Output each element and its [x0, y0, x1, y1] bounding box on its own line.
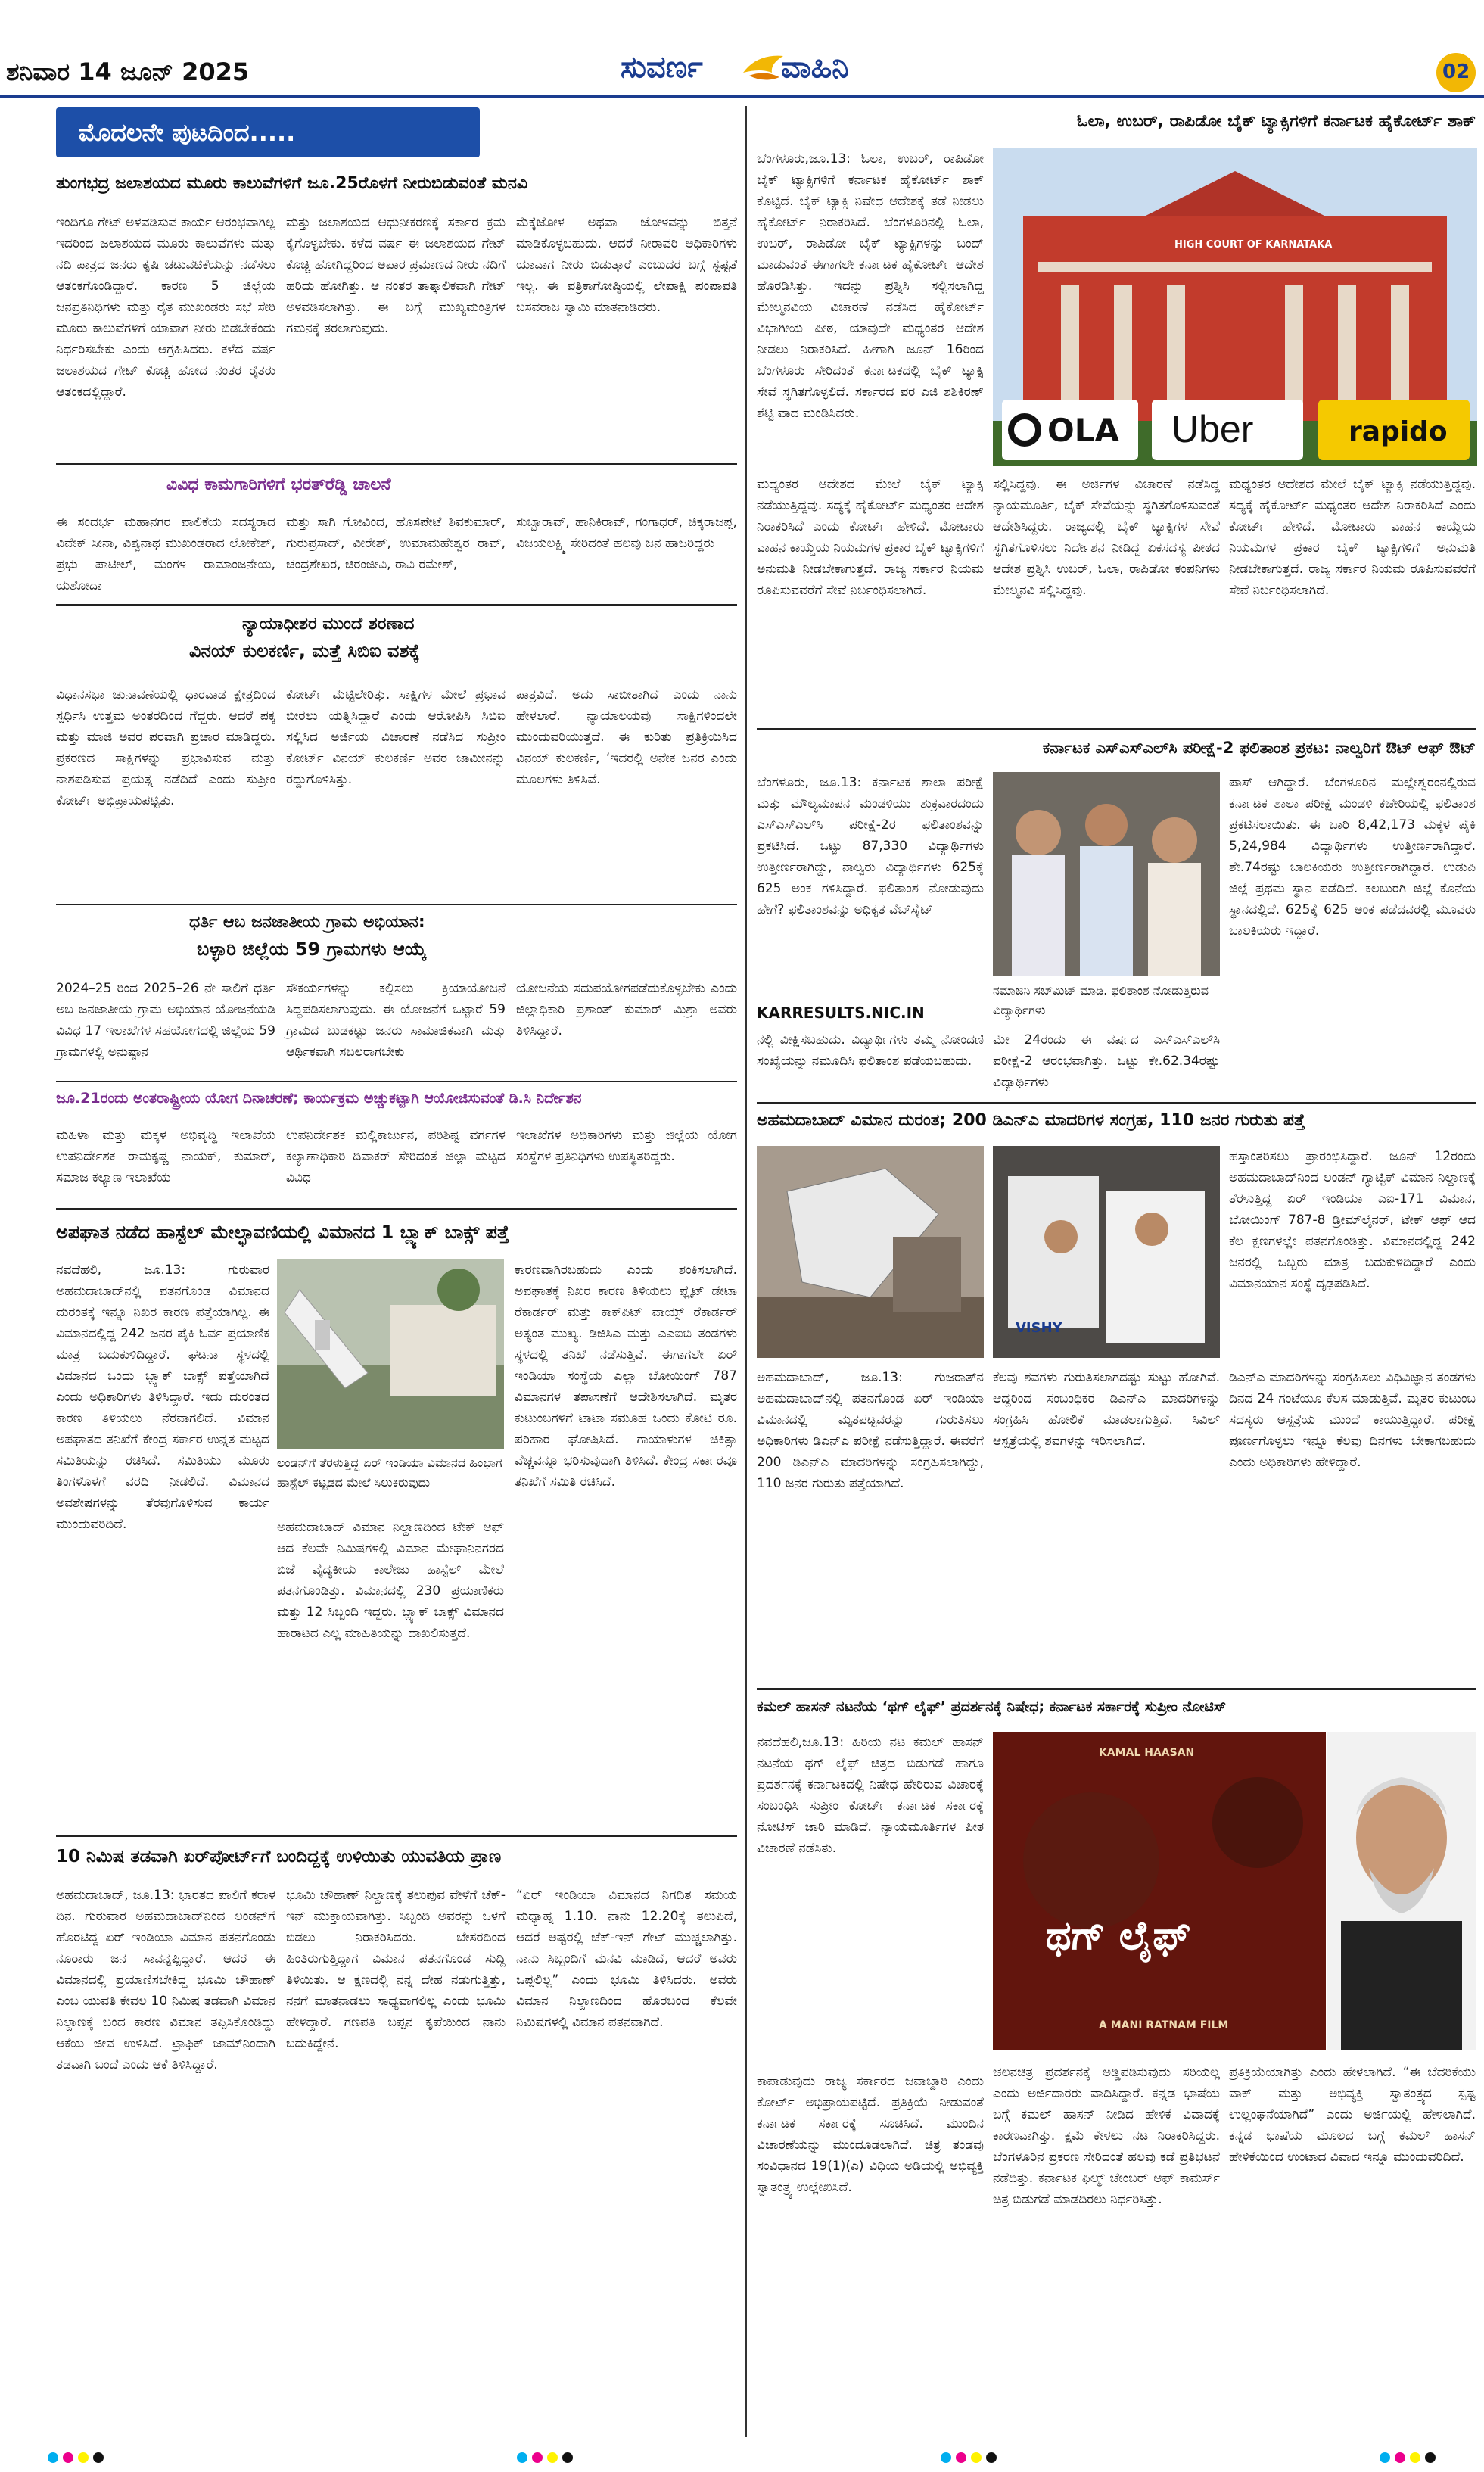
sslc-col-2b: ಮೇ 24ರಂದು ಈ ವರ್ಷದ ಎಸ್‌ಎಸ್‌ಎಲ್‌ಸಿ ಪರೀಕ್ಷೆ-2 ಆರಂಭವಾಗಿತ್ತು. ಒಟ್ಟು ಕೇ.62.34ರಷ್ಟು ವಿದ್ಯಾರ್ಥಿಗಳು	[993, 1032, 1224, 1090]
brand-logo	[621, 50, 870, 91]
ola-headline: ಓಲಾ, ಉಬರ್, ರಾಪಿಡೋ ಬೈಕ್ ಟ್ಯಾಕ್ಸಿಗಳಿಗೆ ಕರ್ನಾಟಕ ಹೈಕೋರ್ಟ್ ಶಾಕ್	[1076, 112, 1476, 131]
sslc-headline: ಕರ್ನಾಟಕ ಎಸ್‌ಎಸ್‌ಎಲ್‌ಸಿ ಪರೀಕ್ಷೆ-2 ಫಲಿತಾಂಶ ಪ್ರಕಟ: ನಾಲ್ವರಿಗೆ ಔಟ್ ಆಫ್ ಔಟ್	[1042, 739, 1476, 757]
ola-col-b: ಮಧ್ಯಂತರ ಆದೇಶದ ಮೇಲೆ ಬೈಕ್ ಟ್ಯಾಕ್ಸಿ ನಡೆಯುತ್ತಿದ್ದವು. ಸದ್ಯಕ್ಕೆ ಹೈಕೋರ್ಟ್ ಮಧ್ಯಂತರ ಆದೇಶ ನಿರಾಕರಿಸಿದೆ ಎಂದು ಕೋರ್ಟ್ ಹೇಳಿದೆ. ಮೋಟಾರು ವಾಹನ ಕಾಯ್ದೆಯ ನಿಯಮಗಳ ಪ್ರಕಾರ ಬೈಕ್ ಟ್ಯಾಕ್ಸಿಗಳಿಗೆ ಅನುಮತಿ ನೀಡಬೇಕಾಗುತ್ತದೆ. ರಾಜ್ಯ ಸರ್ಕಾರ ನಿಯಮ ರೂಪಿಸುವವರೆಗೆ ಸೇವೆ ನಿರ್ಬಂಧಿಸಲಾಗಿದೆ.	[757, 477, 988, 598]
divider	[56, 463, 737, 465]
tenmin-col-2: ಭೂಮಿ ಚೌಹಾಣ್ ನಿಲ್ದಾಣಕ್ಕೆ ತಲುಪುವ ವೇಳೆಗೆ ಚೆಕ್-ಇನ್ ಮುಕ್ತಾಯವಾಗಿತ್ತು. ಸಿಬ್ಬಂದಿ ಅವರನ್ನು ಒಳಗೆ ಬಿಡಲು ನಿರಾಕರಿಸಿದರು. ಬೇಸರದಿಂದ ಹಿಂತಿರುಗುತ್ತಿದ್ದಾಗ ವಿಮಾನ ಪತನಗೊಂಡ ಸುದ್ದಿ ತಿಳಿಯಿತು. ಆ ಕ್ಷಣದಲ್ಲಿ ನನ್ನ ದೇಹ ನಡುಗುತ್ತಿತ್ತು, ನನಗೆ ಮಾತನಾಡಲು ಸಾಧ್ಯವಾಗಲಿಲ್ಲ ಎಂದು ಭೂಮಿ ಹೇಳಿದ್ದಾರೆ. ಗಣಪತಿ ಬಪ್ಪನ ಕೃಪೆಯಿಂದ ನಾನು ಬದುಕಿದ್ದೇನೆ.	[286, 1888, 510, 2051]
vinay-col-2: ಕೋರ್ಟ್ ಮೆಟ್ಟಿಲೇರಿತ್ತು. ಸಾಕ್ಷಿಗಳ ಮೇಲೆ ಪ್ರಭಾವ ಬೀರಲು ಯತ್ನಿಸಿದ್ದಾರೆ ಎಂದು ಆರೋಪಿಸಿ ಸಿಬಿಐ ಸಲ್ಲಿಸಿದ ಅರ್ಜಿಯ ವಿಚಾರಣೆ ನಡೆಸಿದ ಸುಪ್ರೀಂ ಕೋರ್ಟ್ ವಿನಯ್ ಕುಲಕರ್ಣಿ ಅವರ ಜಾಮೀನನ್ನು ರದ್ದುಗೊಳಿಸಿತ್ತು.	[286, 687, 510, 787]
divider	[56, 604, 737, 606]
poster-bottom: A MANI RATNAM FILM	[1099, 2019, 1229, 2031]
tungabhadra-col-1: ಇಂದಿಗೂ ಗೇಟ್ ಅಳವಡಿಸುವ ಕಾರ್ಯ ಆರಂಭವಾಗಿಲ್ಲ ಇದರಿಂದ ಜಲಾಶಯದ ಮೂರು ಕಾಲುವೆಗಳು ಮತ್ತು ನದಿ ಪಾತ್ರದ ಜನರು ಕೃಷಿ ಚಟುವಟಿಕೆಯನ್ನು ನಡೆಸಲು ಆತಂಕಗೊಂಡಿದ್ದಾರೆ. ಕಾರಣ 5 ಜಿಲ್ಲೆಯ ಜನಪ್ರತಿನಿಧಿಗಳು ಮತ್ತು ರೈತ ಮುಖಂಡರು ಸಭೆ ಸೇರಿ ಮೂರು ಕಾಲುವೆಗಳಿಗೆ ಯಾವಾಗ ನೀರು ಬಿಡಬೇಕೆಂದು ನಿರ್ಧರಿಸಬೇಕು ಎಂದು ಆಗ್ರಹಿಸಿದರು. ಕಳೆದ ವರ್ಷ ಜಲಾಶಯದ ಗೇಟ್ ಕೊಚ್ಚಿ ಹೋದ ನಂತರ ರೈತರು ಆತಂಕದಲ್ಲಿದ್ದಾರೆ.	[56, 215, 280, 400]
tungabhadra-col-3: ಮೆಕ್ಕೆಜೋಳ ಅಥವಾ ಜೋಳವನ್ನು ಬಿತ್ತನೆ ಮಾಡಿಕೊಳ್ಳಬಹುದು. ಆದರೆ ನೀರಾವರಿ ಅಧಿಕಾರಿಗಳು ಯಾವಾಗ ನೀರು ಬಿಡುತ್ತಾರೆ ಎಂಬುದರ ಬಗ್ಗೆ ಸ್ಪಷ್ಟತೆ ಇಲ್ಲ. ಈ ಪತ್ರಿಕಾಗೋಷ್ಠಿಯಲ್ಲಿ ಲೇಪಾಕ್ಷಿ ಪಂಪಾಪತಿ ಬಸವರಾಜ ಸ್ವಾಮಿ ಮಾತನಾಡಿದರು.	[516, 215, 742, 315]
divider	[757, 728, 1476, 730]
registration-marks	[0, 2446, 1484, 2469]
sslc-col-1b: ನಲ್ಲಿ ವೀಕ್ಷಿಸಬಹುದು. ವಿದ್ಯಾರ್ಥಿಗಳು ತಮ್ಮ ನೋಂದಣಿ ಸಂಖ್ಯೆಯನ್ನು ನಮೂದಿಸಿ ಫಲಿತಾಂಶ ಪಡೆಯಬಹುದು.	[757, 1032, 988, 1069]
uber-logo-tile	[1152, 400, 1303, 460]
ola-circle-icon	[1008, 413, 1041, 447]
vinay-col-3: ಪಾತ್ರವಿದೆ. ಅದು ಸಾಬೀತಾಗಿದೆ ಎಂದು ನಾನು ಹೇಳಲಾರೆ. ನ್ಯಾಯಾಲಯವು ಸಾಕ್ಷಿಗಳಿಂದಲೇ ಮುಂದುವರಿಯುತ್ತದೆ. ಈ ಕುರಿತು ಪ್ರತಿಕ್ರಿಯಿಸಿದ ವಿನಯ್ ಕುಲಕರ್ಣಿ, ‘ಇದರಲ್ಲಿ ಅನೇಕ ಜನರ ಎಂದು ಮೂಲಗಳು ತಿಳಿಸಿವೆ.	[516, 687, 742, 787]
yoga-col-2: ಉಪನಿರ್ದೇಶಕ ಮಲ್ಲಿಕಾರ್ಜುನ, ಪರಿಶಿಷ್ಟ ವರ್ಗಗಳ ಕಲ್ಯಾಣಾಧಿಕಾರಿ ದಿವಾಕರ್ ಸೇರಿದಂತೆ ಜಿಲ್ಲಾ ಮಟ್ಟದ ವಿವಿಧ	[286, 1128, 510, 1185]
divider	[757, 1102, 1476, 1104]
divider	[56, 1081, 737, 1082]
blackbox-headline: ಅಪಘಾತ ನಡೆದ ಹಾಸ್ಟೆಲ್ ಮೇಲ್ಛಾವಣಿಯಲ್ಲಿ ವಿಮಾನದ 1 ಬ್ಲ್ಯಾಕ್ ಬಾಕ್ಸ್ ಪತ್ತೆ	[56, 1222, 509, 1243]
thuglife-col-1: ಚಲನಚಿತ್ರ ಪ್ರದರ್ಶನಕ್ಕೆ ಅಡ್ಡಿಪಡಿಸುವುದು ಸರಿಯಲ್ಲ ಎಂದು ಅರ್ಜಿದಾರರು ವಾದಿಸಿದ್ದಾರೆ. ಕನ್ನಡ ಭಾಷೆಯ ಬಗ್ಗೆ ಕಮಲ್ ಹಾಸನ್ ನೀಡಿದ ಹೇಳಿಕೆ ವಿವಾದಕ್ಕೆ ಕಾರಣವಾಗಿತ್ತು. ಕ್ಷಮೆ ಕೇಳಲು ನಟ ನಿರಾಕರಿಸಿದ್ದರು. ಬೆಂಗಳೂರಿನ ಪ್ರಕರಣ ಸೇರಿದಂತೆ ಹಲವು ಕಡೆ ಪ್ರತಿಭಟನೆ ನಡೆದಿತ್ತು. ಕರ್ನಾಟಕ ಫಿಲ್ಮ್ ಚೇಂಬರ್ ಆಫ್ ಕಾಮರ್ಸ್ ಚಿತ್ರ ಬಿಡುಗಡೆ ಮಾಡದಿರಲು ನಿರ್ಧರಿಸಿತ್ತು.	[993, 2065, 1224, 2207]
poster-title: ಥಗ್ ಲೈಫ್	[1046, 1913, 1191, 1959]
divider	[56, 1835, 737, 1837]
thuglife-col-2: ಕಾಪಾಡುವುದು ರಾಜ್ಯ ಸರ್ಕಾರದ ಜವಾಬ್ದಾರಿ ಎಂದು ಕೋರ್ಟ್ ಅಭಿಪ್ರಾಯಪಟ್ಟಿದೆ. ಪ್ರತಿಕ್ರಿಯೆ ನೀಡುವಂತೆ ಕರ್ನಾಟಕ ಸರ್ಕಾರಕ್ಕೆ ಸೂಚಿಸಿದೆ. ಮುಂದಿನ ವಿಚಾರಣೆಯನ್ನು ಮುಂದೂಡಲಾಗಿದೆ. ಚಿತ್ರ ತಂಡವು ಸಂವಿಧಾನದ 19(1)(ಎ) ವಿಧಿಯ ಅಡಿಯಲ್ಲಿ ಅಭಿವ್ಯಕ್ತಿ ಸ್ವಾತಂತ್ರ್ಯ ಉಲ್ಲೇಖಿಸಿದೆ.	[757, 2074, 988, 2195]
tribal-headline-1: ಧರ್ತಿ ಆಬ ಜನಜಾತೀಯ ಗ್ರಾಮ ಅಭಿಯಾನ:	[189, 913, 425, 932]
ola-col-d: ಮಧ್ಯಂತರ ಆದೇಶದ ಮೇಲೆ ಬೈಕ್ ಟ್ಯಾಕ್ಸಿ ನಡೆಯುತ್ತಿದ್ದವು. ಸದ್ಯಕ್ಕೆ ಹೈಕೋರ್ಟ್ ಮಧ್ಯಂತರ ಆದೇಶ ನಿರಾಕರಿಸಿದೆ ಎಂದು ಕೋರ್ಟ್ ಹೇಳಿದೆ. ಮೋಟಾರು ವಾಹನ ಕಾಯ್ದೆಯ ನಿಯಮಗಳ ಪ್ರಕಾರ ಬೈಕ್ ಟ್ಯಾಕ್ಸಿಗಳಿಗೆ ಅನುಮತಿ ನೀಡಬೇಕಾಗುತ್ತದೆ. ರಾಜ್ಯ ಸರ್ಕಾರ ನಿಯಮ ರೂಪಿಸುವವರೆಗೆ ಸೇವೆ ನಿರ್ಬಂಧಿಸಲಾಗಿದೆ.	[1229, 477, 1480, 598]
tungabhadra-headline: ತುಂಗಭದ್ರ ಜಲಾಶಯದ ಮೂರು ಕಾಲುವೆಗಳಿಗೆ ಜೂ.25ರೊಳಗೆ ನೀರುಬಿಡುವಂತೆ ಮನವಿ	[56, 174, 528, 193]
poster-credit: KAMAL HAASAN	[1099, 1747, 1195, 1759]
sslc-students-photo	[993, 772, 1220, 976]
page-number: 02	[1442, 61, 1470, 83]
header-rule	[0, 95, 1484, 98]
blackbox-col-3: ಕಾರಣವಾಗಿರಬಹುದು ಎಂದು ಶಂಕಿಸಲಾಗಿದೆ. ಅಪಘಾತಕ್ಕೆ ನಿಖರ ಕಾರಣ ತಿಳಿಯಲು ಫ್ಲೈಟ್ ಡೇಟಾ ರೆಕಾರ್ಡರ್ ಮತ್ತು ಕಾಕ್‌ಪಿಟ್ ವಾಯ್ಸ್ ರೆಕಾರ್ಡರ್ ಅತ್ಯಂತ ಮುಖ್ಯ. ಡಿಜಿಸಿಎ ಮತ್ತು ಎಎಐಬಿ ತಂಡಗಳು ಸ್ಥಳದಲ್ಲಿ ತನಿಖೆ ನಡೆಸುತ್ತಿವೆ. ಈಗಾಗಲೇ ಏರ್ ಇಂಡಿಯಾ ಸಂಸ್ಥೆಯ ಎಲ್ಲಾ ಬೋಯಿಂಗ್ 787 ವಿಮಾನಗಳ ತಪಾಸಣೆಗೆ ಆದೇಶಿಸಲಾಗಿದೆ. ಮೃತರ ಕುಟುಂಬಗಳಿಗೆ ಟಾಟಾ ಸಮೂಹ ಒಂದು ಕೋಟಿ ರೂ. ಪರಿಹಾರ ಘೋಷಿಸಿದೆ. ಗಾಯಾಳುಗಳ ಚಿಕಿತ್ಸಾ ವೆಚ್ಚವನ್ನೂ ಭರಿಸುವುದಾಗಿ ತಿಳಿಸಿದೆ. ಕೇಂದ್ರ ಸರ್ಕಾರವೂ ತನಿಖೆಗೆ ಸಮಿತಿ ರಚಿಸಿದೆ.	[515, 1262, 742, 1490]
issue-date: ಶನಿವಾರ 14 ಜೂನ್ 2025	[6, 58, 250, 86]
vinay-headline-1: ನ್ಯಾಯಾಧೀಶರ ಮುಂದೆ ಶರಣಾದ	[242, 615, 415, 634]
column-divider	[745, 106, 747, 2437]
thuglife-poster	[993, 1732, 1326, 2050]
rapido-logo: rapido	[1349, 416, 1448, 447]
tribal-col-1: 2024–25 ರಿಂದ 2025–26 ನೇ ಸಾಲಿಗೆ ಧರ್ತಿ ಅಬ ಜನಜಾತೀಯ ಗ್ರಾಮ ಅಭಿಯಾನ ಯೋಜನೆಯಡಿ ವಿವಿಧ 17 ಇಲಾಖೆಗಳ ಸಹಯೋಗದಲ್ಲಿ ಜಿಲ್ಲೆಯ 59 ಗ್ರಾಮಗಳಲ್ಲಿ ಅನುಷ್ಠಾನ	[56, 981, 280, 1060]
dna-col-top: ಹಸ್ತಾಂತರಿಸಲು ಪ್ರಾರಂಭಿಸಿದ್ದಾರೆ. ಜೂನ್ 12ರಂದು ಅಹಮದಾಬಾದ್‌ನಿಂದ ಲಂಡನ್ ಗ್ಯಾಟ್ವಿಕ್ ವಿಮಾನ ನಿಲ್ದಾಣಕ್ಕೆ ತೆರಳುತ್ತಿದ್ದ ಏರ್ ಇಂಡಿಯಾ ಎಐ-171 ವಿಮಾನ, ಬೋಯಿಂಗ್ 787-8 ಡ್ರೀಮ್‌ಲೈನರ್, ಟೇಕ್ ಆಫ್ ಆದ ಕೆಲ ಕ್ಷಣಗಳಲ್ಲೇ ಪತನಗೊಂಡಿತ್ತು. ವಿಮಾನದಲ್ಲಿದ್ದ 242 ಜನರಲ್ಲಿ ಒಬ್ಬರು ಮಾತ್ರ ಬದುಕುಳಿದಿದ್ದಾರೆ ಎಂದು ವಿಮಾನಯಾನ ಸಂಸ್ಥೆ ದೃಢಪಡಿಸಿದೆ.	[1229, 1149, 1480, 1291]
court-sign: HIGH COURT OF KARNATAKA	[1174, 239, 1333, 251]
thuglife-col-intro: ನವದೆಹಲಿ,ಜೂ.13: ಹಿರಿಯ ನಟ ಕಮಲ್ ಹಾಸನ್ ನಟನೆಯ ಥಗ್ ಲೈಫ್ ಚಿತ್ರದ ಬಿಡುಗಡೆ ಹಾಗೂ ಪ್ರದರ್ಶನಕ್ಕೆ ಕರ್ನಾಟಕದಲ್ಲಿ ನಿಷೇಧ ಹೇರಿರುವ ವಿಚಾರಕ್ಕೆ ಸಂಬಂಧಿಸಿ ಸುಪ್ರೀಂ ಕೋರ್ಟ್ ಕರ್ನಾಟಕ ಸರ್ಕಾರಕ್ಕೆ ನೋಟಿಸ್ ಜಾರಿ ಮಾಡಿದೆ. ನ್ಯಾಯಮೂರ್ತಿಗಳ ಪೀಠ ವಿಚಾರಣೆ ನಡೆಸಿತು.	[757, 1735, 988, 1856]
tribal-col-2: ಸೌಕರ್ಯಗಳನ್ನು ಕಲ್ಪಿಸಲು ಕ್ರಿಯಾಯೋಜನೆ ಸಿದ್ಧಪಡಿಸಲಾಗುವುದು. ಈ ಯೋಜನೆಗೆ ಒಟ್ಟಾರೆ 59 ಗ್ರಾಮದ ಬುಡಕಟ್ಟು ಜನರು ಸಾಮಾಜಿಕವಾಗಿ ಮತ್ತು ಆರ್ಥಿಕವಾಗಿ ಸಬಲರಾಗಬೇಕು	[286, 981, 510, 1060]
thuglife-headline: ಕಮಲ್ ಹಾಸನ್ ನಟನೆಯ ‘ಥಗ್ ಲೈಫ್’ ಪ್ರದರ್ಶನಕ್ಕೆ ನಿಷೇಧ; ಕರ್ನಾಟಕ ಸರ್ಕಾರಕ್ಕೆ ಸುಪ್ರೀಂ ನೋಟಿಸ್	[757, 1698, 1227, 1715]
vinay-headline-2: ವಿನಯ್ ಕುಲಕರ್ಣಿ, ಮತ್ತೆ ಸಿಬಿಐ ವಶಕ್ಕೆ	[189, 640, 420, 662]
dna-col-1: ಅಹಮದಾಬಾದ್, ಜೂ.13: ಗುಜರಾತ್‌ನ ಅಹಮದಾಬಾದ್‌ನಲ್ಲಿ ಪತನಗೊಂಡ ಏರ್ ಇಂಡಿಯಾ ವಿಮಾನದಲ್ಲಿ ಮೃತಪಟ್ಟವರನ್ನು ಗುರುತಿಸಲು ಅಧಿಕಾರಿಗಳು ಡಿಎನ್‌ಎ ಪರೀಕ್ಷೆ ನಡೆಸುತ್ತಿದ್ದಾರೆ. ಈವರೆಗೆ 200 ಡಿಎನ್‌ಎ ಮಾದರಿಗಳನ್ನು ಸಂಗ್ರಹಿಸಲಾಗಿದ್ದು, 110 ಜನರ ಗುರುತು ಪತ್ತೆಯಾಗಿದೆ.	[757, 1370, 988, 1491]
works-headline: ವಿವಿಧ ಕಾಮಗಾರಿಗಳಿಗೆ ಭರತ್‌ರೆಡ್ಡಿ ಚಾಲನೆ	[166, 475, 391, 494]
sslc-col-3: ಪಾಸ್ ಆಗಿದ್ದಾರೆ. ಬೆಂಗಳೂರಿನ ಮಲ್ಲೇಶ್ವರಂನಲ್ಲಿರುವ ಕರ್ನಾಟಕ ಶಾಲಾ ಪರೀಕ್ಷೆ ಮಂಡಳಿ ಕಚೇರಿಯಲ್ಲಿ ಫಲಿತಾಂಶ ಪ್ರಕಟಿಸಲಾಯಿತು. ಈ ಬಾರಿ 8,42,173 ಮಕ್ಕಳ ಪೈಕಿ 5,24,984 ವಿದ್ಯಾರ್ಥಿಗಳು ಉತ್ತೀರ್ಣರಾಗಿದ್ದಾರೆ. ಶೇ.74ರಷ್ಟು ಬಾಲಕಿಯರು ಉತ್ತೀರ್ಣರಾಗಿದ್ದಾರೆ. ಉಡುಪಿ ಜಿಲ್ಲೆ ಪ್ರಥಮ ಸ್ಥಾನ ಪಡೆದಿದೆ. ಕಲಬುರಗಿ ಜಿಲ್ಲೆ ಕೊನೆಯ ಸ್ಥಾನದಲ್ಲಿದೆ. 625ಕ್ಕೆ 625 ಅಂಕ ಪಡೆದವರಲ್ಲಿ ಮೂವರು ಬಾಲಕಿಯರು ಇದ್ದಾರೆ.	[1229, 775, 1480, 939]
thuglife-col-3: ಪ್ರತಿಕ್ರಿಯೆಯಾಗಿತ್ತು ಎಂದು ಹೇಳಲಾಗಿದೆ. “ಈ ಬೆದರಿಕೆಯು ವಾಕ್ ಮತ್ತು ಅಭಿವ್ಯಕ್ತಿ ಸ್ವಾತಂತ್ರ್ಯದ ಸ್ಪಷ್ಟ ಉಲ್ಲಂಘನೆಯಾಗಿದೆ” ಎಂದು ಅರ್ಜಿಯಲ್ಲಿ ಹೇಳಲಾಗಿದೆ. ಕನ್ನಡ ಭಾಷೆಯ ಮೂಲದ ಬಗ್ಗೆ ಕಮಲ್ ಹಾಸನ್ ಹೇಳಿಕೆಯಿಂದ ಉಂಟಾದ ವಿವಾದ ಇನ್ನೂ ಮುಂದುವರಿದಿದೆ.	[1229, 2065, 1480, 2165]
high-court-photo	[993, 148, 1477, 466]
ambulance-photo	[993, 1146, 1220, 1358]
sslc-caption: ನಮಾಜಿನಿ ಸಬ್‌ಮಿಟ್ ಮಾಡಿ. ಫಲಿತಾಂಶ ನೋಡುತ್ತಿರುವ ವಿದ್ಯಾರ್ಥಿಗಳು	[993, 983, 1209, 1017]
crash-wreckage-photo	[757, 1146, 984, 1358]
dna-col-3: ಡಿಎನ್‌ಎ ಮಾದರಿಗಳನ್ನು ಸಂಗ್ರಹಿಸಲು ವಿಧಿವಿಜ್ಞಾನ ತಂಡಗಳು ದಿನದ 24 ಗಂಟೆಯೂ ಕೆಲಸ ಮಾಡುತ್ತಿವೆ. ಮೃತರ ಕುಟುಂಬ ಸದಸ್ಯರು ಆಸ್ಪತ್ರೆಯ ಮುಂದೆ ಕಾಯುತ್ತಿದ್ದಾರೆ. ಪರೀಕ್ಷೆ ಪೂರ್ಣಗೊಳ್ಳಲು ಇನ್ನೂ ಕೆಲವು ದಿನಗಳು ಬೇಕಾಗಬಹುದು ಎಂದು ಅಧಿಕಾರಿಗಳು ಹೇಳಿದ್ದಾರೆ.	[1229, 1370, 1480, 1470]
tribal-col-3: ಯೋಜನೆಯ ಸದುಪಯೋಗಪಡೆದುಕೊಳ್ಳಬೇಕು ಎಂದು ಜಿಲ್ಲಾಧಿಕಾರಿ ಪ್ರಶಾಂತ್ ಕುಮಾರ್ ಮಿಶ್ರಾ ಅವರು ತಿಳಿಸಿದ್ದಾರೆ.	[516, 981, 742, 1038]
tenmin-col-1: ಅಹಮದಾಬಾದ್, ಜೂ.13: ಭಾರತದ ಪಾಲಿಗೆ ಕರಾಳ ದಿನ. ಗುರುವಾರ ಅಹಮದಾಬಾದ್‌ನಿಂದ ಲಂಡನ್‌ಗೆ ಹೊರಟಿದ್ದ ಏರ್ ಇಂಡಿಯಾ ವಿಮಾನ ಪತನಗೊಂಡು ನೂರಾರು ಜನ ಸಾವನ್ನಪ್ಪಿದ್ದಾರೆ. ಆದರೆ ಈ ವಿಮಾನದಲ್ಲಿ ಪ್ರಯಾಣಿಸಬೇಕಿದ್ದ ಭೂಮಿ ಚೌಹಾಣ್ ಎಂಬ ಯುವತಿ ಕೇವಲ 10 ನಿಮಿಷ ತಡವಾಗಿ ವಿಮಾನ ನಿಲ್ದಾಣಕ್ಕೆ ಬಂದ ಕಾರಣ ವಿಮಾನ ತಪ್ಪಿಸಿಕೊಂಡಿದ್ದು ಆಕೆಯ ಜೀವ ಉಳಿಸಿದೆ. ಟ್ರಾಫಿಕ್ ಜಾಮ್‌ನಿಂದಾಗಿ ತಡವಾಗಿ ಬಂದೆ ಎಂದು ಆಕೆ ತಿಳಿಸಿದ್ದಾರೆ.	[56, 1888, 280, 2072]
works-col-1: ಈ ಸಂದರ್ಭ ಮಹಾನಗರ ಪಾಲಿಕೆಯ ಸದಸ್ಯರಾದ ವಿವೇಕ್ ಸೀನಾ, ವಿಶ್ವನಾಥ ಮುಖಂಡರಾದ ಲೋಕೇಶ್, ಪ್ರಭು ಪಾಟೀಲ್, ಮಂಗಳ ರಾಮಾಂಜನೇಯ, ಯಶೋದಾ	[56, 515, 280, 593]
works-col-2: ಮತ್ತು ಸಾಗಿ ಗೋವಿಂದ, ಹೊಸಪೇಟೆ ಶಿವಕುಮಾರ್, ಗುರುಪ್ರಸಾದ್, ವೀರೇಶ್, ಉಮಾಮಹೇಶ್ವರ ರಾವ್, ಚಂದ್ರಶೇಖರ, ಚಿರಂಜೀವಿ, ರಾವಿ ರಮೇಶ್,	[286, 515, 510, 572]
blackbox-photo-caption: ಲಂಡನ್‌ಗೆ ತೆರಳುತ್ತಿದ್ದ ಏರ್ ಇಂಡಿಯಾ ವಿಮಾನದ ಹಿಂಭಾಗ ಹಾಸ್ಟೆಲ್ ಕಟ್ಟಡದ ಮೇಲೆ ಸಿಲುಕಿರುವುದು	[277, 1455, 502, 1490]
tribal-headline-2: ಬಳ್ಳಾರಿ ಜಿಲ್ಲೆಯ 59 ಗ್ರಾಮಗಳು ಆಯ್ಕೆ	[197, 939, 427, 960]
yoga-headline: ಜೂ.21ರಂದು ಅಂತರಾಷ್ಟ್ರೀಯ ಯೋಗ ದಿನಾಚರಣೆ; ಕಾರ್ಯಕ್ರಮ ಅಚ್ಚುಕಟ್ಟಾಗಿ ಆಯೋಜಿಸುವಂತೆ ಡಿ.ಸಿ ನಿರ್ದೇಶನ	[56, 1090, 582, 1107]
divider	[56, 1208, 737, 1210]
bird-icon	[742, 50, 787, 88]
sslc-website: KARRESULTS.NIC.IN	[757, 1004, 925, 1022]
ola-logo-tile	[1002, 400, 1138, 460]
section-banner-text: ಮೊದಲನೇ ಪುಟದಿಂದ.....	[79, 118, 296, 147]
tungabhadra-col-2: ಮತ್ತು ಜಲಾಶಯದ ಆಧುನೀಕರಣಕ್ಕೆ ಸರ್ಕಾರ ಕ್ರಮ ಕೈಗೊಳ್ಳಬೇಕು. ಕಳೆದ ವರ್ಷ ಈ ಜಲಾಶಯದ ಗೇಟ್ ಕೊಚ್ಚಿ ಹೋಗಿದ್ದರಿಂದ ಅಪಾರ ಪ್ರಮಾಣದ ನೀರು ನದಿಗೆ ಹರಿದು ಹೋಗಿತ್ತು. ಆ ನಂತರ ತಾತ್ಕಾಲಿಕವಾಗಿ ಗೇಟ್ ಅಳವಡಿಸಲಾಗಿತ್ತು. ಈ ಬಗ್ಗೆ ಮುಖ್ಯಮಂತ್ರಿಗಳ ಗಮನಕ್ಕೆ ತರಲಾಗುವುದು.	[286, 215, 510, 336]
blackbox-col-2: ಅಹಮದಾಬಾದ್ ವಿಮಾನ ನಿಲ್ದಾಣದಿಂದ ಟೇಕ್ ಆಫ್ ಆದ ಕೆಲವೇ ನಿಮಿಷಗಳಲ್ಲಿ ವಿಮಾನ ಮೇಘಾನಿನಗರದ ಬಿಜೆ ವೈದ್ಯಕೀಯ ಕಾಲೇಜು ಹಾಸ್ಟೆಲ್ ಮೇಲೆ ಪತನಗೊಂಡಿತ್ತು. ವಿಮಾನದಲ್ಲಿ 230 ಪ್ರಯಾಣಿಕರು ಮತ್ತು 12 ಸಿಬ್ಬಂದಿ ಇದ್ದರು. ಬ್ಲ್ಯಾಕ್ ಬಾಕ್ಸ್ ವಿಮಾನದ ಹಾರಾಟದ ಎಲ್ಲ ಮಾಹಿತಿಯನ್ನು ದಾಖಲಿಸುತ್ತದೆ.	[277, 1520, 509, 1641]
blackbox-col-1: ನವದೆಹಲಿ, ಜೂ.13: ಗುರುವಾರ ಅಹಮದಾಬಾದ್‌ನಲ್ಲಿ ಪತನಗೊಂಡ ವಿಮಾನದ ದುರಂತಕ್ಕೆ ಇನ್ನೂ ನಿಖರ ಕಾರಣ ಪತ್ತೆಯಾಗಿಲ್ಲ. ಈ ವಿಮಾನದಲ್ಲಿದ್ದ 242 ಜನರ ಪೈಕಿ ಓರ್ವ ಪ್ರಯಾಣಿಕ ಮಾತ್ರ ಬದುಕುಳಿದಿದ್ದಾರೆ. ಘಟನಾ ಸ್ಥಳದಲ್ಲಿ ವಿಮಾನದ ಒಂದು ಬ್ಲ್ಯಾಕ್ ಬಾಕ್ಸ್ ಪತ್ತೆಯಾಗಿದೆ ಎಂದು ಅಧಿಕಾರಿಗಳು ತಿಳಿಸಿದ್ದಾರೆ. ಇದು ದುರಂತದ ಕಾರಣ ತಿಳಿಯಲು ನೆರವಾಗಲಿದೆ. ವಿಮಾನ ಅಪಘಾತದ ತನಿಖೆಗೆ ಕೇಂದ್ರ ಸರ್ಕಾರ ಉನ್ನತ ಮಟ್ಟದ ಸಮಿತಿಯನ್ನು ರಚಿಸಿದೆ. ಸಮಿತಿಯು ಮೂರು ತಿಂಗಳೊಳಗೆ ವರದಿ ನೀಡಲಿದೆ. ವಿಮಾನದ ಅವಶೇಷಗಳನ್ನು ತೆರವುಗೊಳಿಸುವ ಕಾರ್ಯ ಮುಂದುವರಿದಿದೆ.	[56, 1262, 274, 1532]
van-text: VISHY	[1016, 1320, 1062, 1336]
brand-right: ವಾಹಿನಿ	[781, 50, 849, 85]
uber-logo: Uber	[1171, 408, 1254, 450]
ola-col-c: ಸಲ್ಲಿಸಿದ್ದವು. ಈ ಅರ್ಜಿಗಳ ವಿಚಾರಣೆ ನಡೆಸಿದ್ದ ನ್ಯಾಯಮೂರ್ತಿ, ಬೈಕ್ ಸೇವೆಯನ್ನು ಸ್ಥಗಿತಗೊಳಿಸುವಂತೆ ಆದೇಶಿಸಿದ್ದರು. ರಾಜ್ಯದಲ್ಲಿ ಬೈಕ್ ಟ್ಯಾಕ್ಸಿಗಳ ಸೇವೆ ಸ್ಥಗಿತಗೊಳಿಸಲು ನಿರ್ದೇಶನ ನೀಡಿದ್ದ ಏಕಸದಸ್ಯ ಪೀಠದ ಆದೇಶ ಪ್ರಶ್ನಿಸಿ ಉಬರ್, ಓಲಾ, ರಾಪಿಡೋ ಕಂಪನಿಗಳು ಮೇಲ್ಮನವಿ ಸಲ್ಲಿಸಿದ್ದವು.	[993, 477, 1224, 598]
divider	[757, 1688, 1476, 1690]
rapido-logo-tile	[1318, 400, 1470, 460]
tenmin-col-3: “ಏರ್ ಇಂಡಿಯಾ ವಿಮಾನದ ನಿಗದಿತ ಸಮಯ ಮಧ್ಯಾಹ್ನ 1.10. ನಾನು 12.20ಕ್ಕೆ ತಲುಪಿದೆ, ಆದರೆ ಅಷ್ಟರಲ್ಲಿ ಚೆಕ್-ಇನ್ ಗೇಟ್ ಮುಚ್ಚಲಾಗಿತ್ತು. ನಾನು ಸಿಬ್ಬಂದಿಗೆ ಮನವಿ ಮಾಡಿದೆ, ಆದರೆ ಅವರು ಒಪ್ಪಲಿಲ್ಲ” ಎಂದು ಭೂಮಿ ತಿಳಿಸಿದರು. ಅವರು ವಿಮಾನ ನಿಲ್ದಾಣದಿಂದ ಹೊರಬಂದ ಕೆಲವೇ ನಿಮಿಷಗಳಲ್ಲಿ ವಿಮಾನ ಪತನವಾಗಿದೆ.	[516, 1888, 742, 2030]
dna-col-2: ಕೆಲವು ಶವಗಳು ಗುರುತಿಸಲಾಗದಷ್ಟು ಸುಟ್ಟು ಹೋಗಿವೆ. ಆದ್ದರಿಂದ ಸಂಬಂಧಿಕರ ಡಿಎನ್‌ಎ ಮಾದರಿಗಳನ್ನು ಸಂಗ್ರಹಿಸಿ ಹೋಲಿಕೆ ಮಾಡಲಾಗುತ್ತಿದೆ. ಸಿವಿಲ್ ಆಸ್ಪತ್ರೆಯಲ್ಲಿ ಶವಗಳನ್ನು ಇರಿಸಲಾಗಿದೆ.	[993, 1370, 1224, 1449]
crash-hostel-photo	[277, 1259, 504, 1449]
sslc-col-1: ಬೆಂಗಳೂರು, ಜೂ.13: ಕರ್ನಾಟಕ ಶಾಲಾ ಪರೀಕ್ಷೆ ಮತ್ತು ಮೌಲ್ಯಮಾಪನ ಮಂಡಳಿಯು ಶುಕ್ರವಾರದಂದು ಎಸ್‌ಎಸ್‌ಎಲ್‌ಸಿ ಪರೀಕ್ಷೆ-2ರ ಫಲಿತಾಂಶವನ್ನು ಪ್ರಕಟಿಸಿದೆ. ಒಟ್ಟು 87,330 ವಿದ್ಯಾರ್ಥಿಗಳು ಉತ್ತೀರ್ಣರಾಗಿದ್ದು, ನಾಲ್ವರು ವಿದ್ಯಾರ್ಥಿಗಳು 625ಕ್ಕೆ 625 ಅಂಕ ಗಳಿಸಿದ್ದಾರೆ. ಫಲಿತಾಂಶ ನೋಡುವುದು ಹೇಗೆ? ಫಲಿತಾಂಶವನ್ನು ಅಧಿಕೃತ ವೆಬ್‌ಸೈಟ್	[757, 775, 988, 917]
kamal-haasan-photo	[1327, 1732, 1476, 2050]
masthead	[0, 0, 1484, 98]
works-col-3: ಸುಬ್ಬಾರಾವ್, ಹಾನಿಕಿರಾವ್, ಗಂಗಾಧರ್, ಚಿಕ್ಕರಾಜಪ್ಪ, ವಿಜಯಲಕ್ಷ್ಮಿ ಸೇರಿದಂತೆ ಹಲವು ಜನ ಹಾಜರಿದ್ದರು	[516, 515, 742, 551]
yoga-col-1: ಮಹಿಳಾ ಮತ್ತು ಮಕ್ಕಳ ಅಭಿವೃದ್ಧಿ ಇಲಾಖೆಯ ಉಪನಿರ್ದೇಶಕ ರಾಮಕೃಷ್ಣ ನಾಯಕ್, ಕುಮಾರ್, ಸಮಾಜ ಕಲ್ಯಾಣ ಇಲಾಖೆಯ	[56, 1128, 280, 1185]
dna-headline: ಅಹಮದಾಬಾದ್ ವಿಮಾನ ದುರಂತ; 200 ಡಿಎನ್‌ಎ ಮಾದರಿಗಳ ಸಂಗ್ರಹ, 110 ಜನರ ಗುರುತು ಪತ್ತೆ	[757, 1111, 1305, 1130]
section-banner	[56, 107, 480, 157]
vinay-col-1: ವಿಧಾನಸಭಾ ಚುನಾವಣೆಯಲ್ಲಿ ಧಾರವಾಡ ಕ್ಷೇತ್ರದಿಂದ ಸ್ಪರ್ಧಿಸಿ ಉತ್ತಮ ಅಂತರದಿಂದ ಗೆದ್ದರು. ಆದರೆ ಪಕ್ಕ ಮತ್ತು ಮಾಜಿ ಅವರ ಪರವಾಗಿ ಪ್ರಚಾರ ಮಾಡಿದ್ದರು. ಪ್ರಕರಣದ ಸಾಕ್ಷಿಗಳನ್ನು ಪ್ರಭಾವಿಸುವ ಮತ್ತು ನಾಶಪಡಿಸುವ ಪ್ರಯತ್ನ ನಡೆದಿದೆ ಎಂದು ಸುಪ್ರೀಂ ಕೋರ್ಟ್ ಅಭಿಪ್ರಾಯಪಟ್ಟಿತು.	[56, 687, 280, 808]
ola-logo: OLA	[1047, 412, 1119, 449]
divider	[56, 904, 737, 905]
tenmin-headline: 10 ನಿಮಿಷ ತಡವಾಗಿ ಏರ್‌ಪೋರ್ಟ್‌ಗೆ ಬಂದಿದ್ದಕ್ಕೆ ಉಳಿಯಿತು ಯುವತಿಯ ಪ್ರಾಣ	[56, 1847, 502, 1866]
brand-left: ಸುವರ್ಣ	[621, 50, 703, 85]
yoga-col-3: ಇಲಾಖೆಗಳ ಅಧಿಕಾರಿಗಳು ಮತ್ತು ಜಿಲ್ಲೆಯ ಯೋಗ ಸಂಸ್ಥೆಗಳ ಪ್ರತಿನಿಧಿಗಳು ಉಪಸ್ಥಿತರಿದ್ದರು.	[516, 1128, 742, 1164]
page-number-badge	[1436, 53, 1476, 92]
ola-col-a: ಬೆಂಗಳೂರು,ಜೂ.13: ಓಲಾ, ಉಬರ್, ರಾಪಿಡೋ ಬೈಕ್ ಟ್ಯಾಕ್ಸಿಗಳಿಗೆ ಕರ್ನಾಟಕ ಹೈಕೋರ್ಟ್ ಶಾಕ್ ಕೊಟ್ಟಿದೆ. ಬೈಕ್ ಟ್ಯಾಕ್ಸಿ ನಿಷೇಧ ಆದೇಶಕ್ಕೆ ತಡೆ ನೀಡಲು ಹೈಕೋರ್ಟ್ ನಿರಾಕರಿಸಿದೆ. ಬೆಂಗಳೂರಿನಲ್ಲಿ ಓಲಾ, ಉಬರ್, ರಾಪಿಡೋ ಬೈಕ್ ಟ್ಯಾಕ್ಸಿಗಳನ್ನು ಬಂದ್ ಮಾಡುವಂತೆ ಈಗಾಗಲೇ ಕರ್ನಾಟಕ ಹೈಕೋರ್ಟ್ ಆದೇಶ ಹೊರಡಿಸಿತ್ತು. ಇದನ್ನು ಪ್ರಶ್ನಿಸಿ ಸಲ್ಲಿಸಲಾಗಿದ್ದ ಮೇಲ್ಮನವಿಯ ವಿಚಾರಣೆ ನಡೆಸಿದ ಹೈಕೋರ್ಟ್ ವಿಭಾಗೀಯ ಪೀಠ, ಯಾವುದೇ ಮಧ್ಯಂತರ ಆದೇಶ ನೀಡಲು ನಿರಾಕರಿಸಿದೆ. ಹೀಗಾಗಿ ಜೂನ್ 16ರಿಂದ ಬೆಂಗಳೂರು ಸೇರಿದಂತೆ ಕರ್ನಾಟಕದಲ್ಲಿ ಬೈಕ್ ಟ್ಯಾಕ್ಸಿ ಸೇವೆ ಸ್ಥಗಿತಗೊಳ್ಳಲಿದೆ. ಸರ್ಕಾರದ ಪರ ಎಜಿ ಶಶಿಕಿರಣ್ ಶೆಟ್ಟಿ ವಾದ ಮಂಡಿಸಿದರು.	[757, 151, 988, 421]
